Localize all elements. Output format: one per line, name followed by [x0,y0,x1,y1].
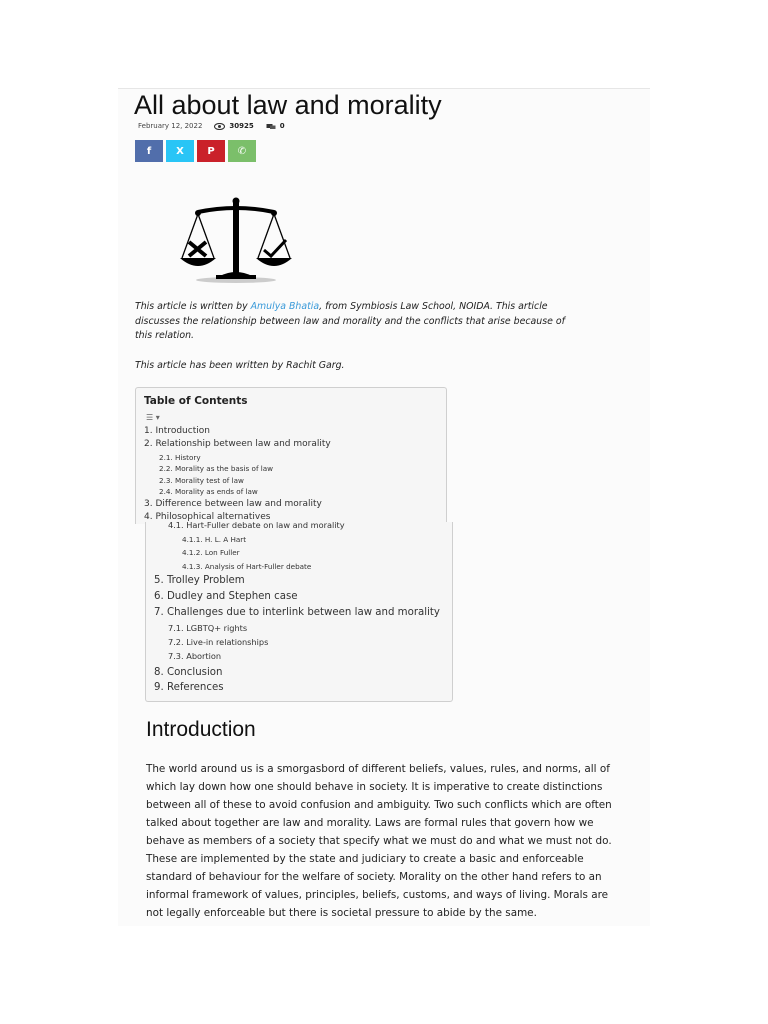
views-counter [214,122,253,130]
toc-link[interactable]: 8. Conclusion [154,667,223,678]
comments-counter[interactable] [266,122,285,130]
x-twitter-icon: X [176,145,184,157]
toc-link[interactable]: 7.2. Live-in relationships [168,637,269,647]
article-screenshot [118,88,650,926]
body-line: informal framework of values, principles, beliefs, customs, and ways of living. Morals are [146,889,609,901]
toc-link[interactable]: 2. Relationship between law and morality [144,439,331,449]
intro-text: discusses the relationship between law and morality and the conflicts that arise because of [135,315,565,327]
toc-link[interactable]: 4.1. Hart-Fuller debate on law and morality [168,522,345,530]
toc-link[interactable]: 3. Difference between law and morality [144,499,322,509]
pinterest-icon: P [207,145,215,157]
toc-toggle-icon[interactable]: ☰ ▾ [146,413,160,422]
written-by-note: This article has been written by Rachit Garg. [135,360,345,371]
facebook-share-button[interactable] [135,140,163,162]
author-link[interactable]: Amulya Bhatia [250,301,320,312]
body-line: The world around us is a smorgasbord of different beliefs, values, rules, and norms, all of [146,763,610,775]
toc-link[interactable]: 6. Dudley and Stephen case [154,591,298,602]
body-line: between all of these to avoid confusion and ambiguity. Two such conflicts which are often [146,799,612,811]
section-heading: Introduction [146,718,256,741]
body-line: not legally enforceable but there is societal pressure to abide by the same. [146,907,537,919]
intro-text: This article is written by [135,301,251,312]
toc-link[interactable]: 1. Introduction [144,426,210,436]
article-meta [138,122,297,130]
toc-link[interactable]: 4.1.1. H. L. A Hart [182,535,247,544]
toc-link[interactable]: 2.2. Morality as the basis of law [159,464,274,473]
toc-link[interactable]: 4.1.3. Analysis of Hart-Fuller debate [182,562,312,571]
whatsapp-icon: ✆ [237,145,247,157]
table-of-contents-continued [145,522,453,702]
views-count: 30925 [229,122,254,130]
body-line: These are implemented by the state and judiciary to create a basic and enforceable [146,853,584,865]
toc-link[interactable]: 9. References [154,682,224,693]
table-of-contents [135,387,447,524]
toc-link[interactable]: 5. Trolley Problem [154,575,245,586]
toc-heading: Table of Contents [144,395,248,407]
toc-link[interactable]: 4.1.2. Lon Fuller [182,548,240,557]
intro-text: , from Symbiosis Law School, NOIDA. This article [319,301,548,312]
intro-text: this relation. [135,330,194,341]
toc-link[interactable]: 2.4. Morality as ends of law [159,487,258,496]
toc-link[interactable]: 7. Challenges due to interlink between law and morality [154,607,440,618]
toc-link[interactable]: 2.3. Morality test of law [159,476,244,485]
comment-icon [266,123,276,130]
article-title: All about law and morality [134,90,442,120]
article-intro-note [135,300,635,344]
twitter-share-button[interactable] [166,140,194,162]
toc-link[interactable]: 2.1. History [159,453,201,462]
section-body [146,760,636,922]
eye-icon [214,123,225,130]
comments-count: 0 [279,122,285,130]
pinterest-share-button[interactable] [197,140,225,162]
body-line: talked about together are law and morality. Laws are formal rules that govern how we [146,817,594,829]
publish-date: February 12, 2022 [138,122,203,130]
top-divider [118,88,650,89]
share-bar [135,140,259,162]
toc-link[interactable]: 7.3. Abortion [168,651,222,661]
whatsapp-share-button[interactable] [228,140,256,162]
toc-link[interactable]: 4. Philosophical alternatives [144,512,271,522]
body-line: behave as members of a society that specify what we must do and what we must not do. [146,835,612,847]
scales-of-justice-icon [176,194,296,288]
facebook-icon: f [146,145,152,157]
body-line: which lay down how one should behave in society. It is imperative to create distinctions [146,781,603,793]
toc-link[interactable]: 7.1. LGBTQ+ rights [168,623,248,633]
body-line: standard of behaviour for the welfare of society. Morality on the other hand refers to an [146,871,602,883]
